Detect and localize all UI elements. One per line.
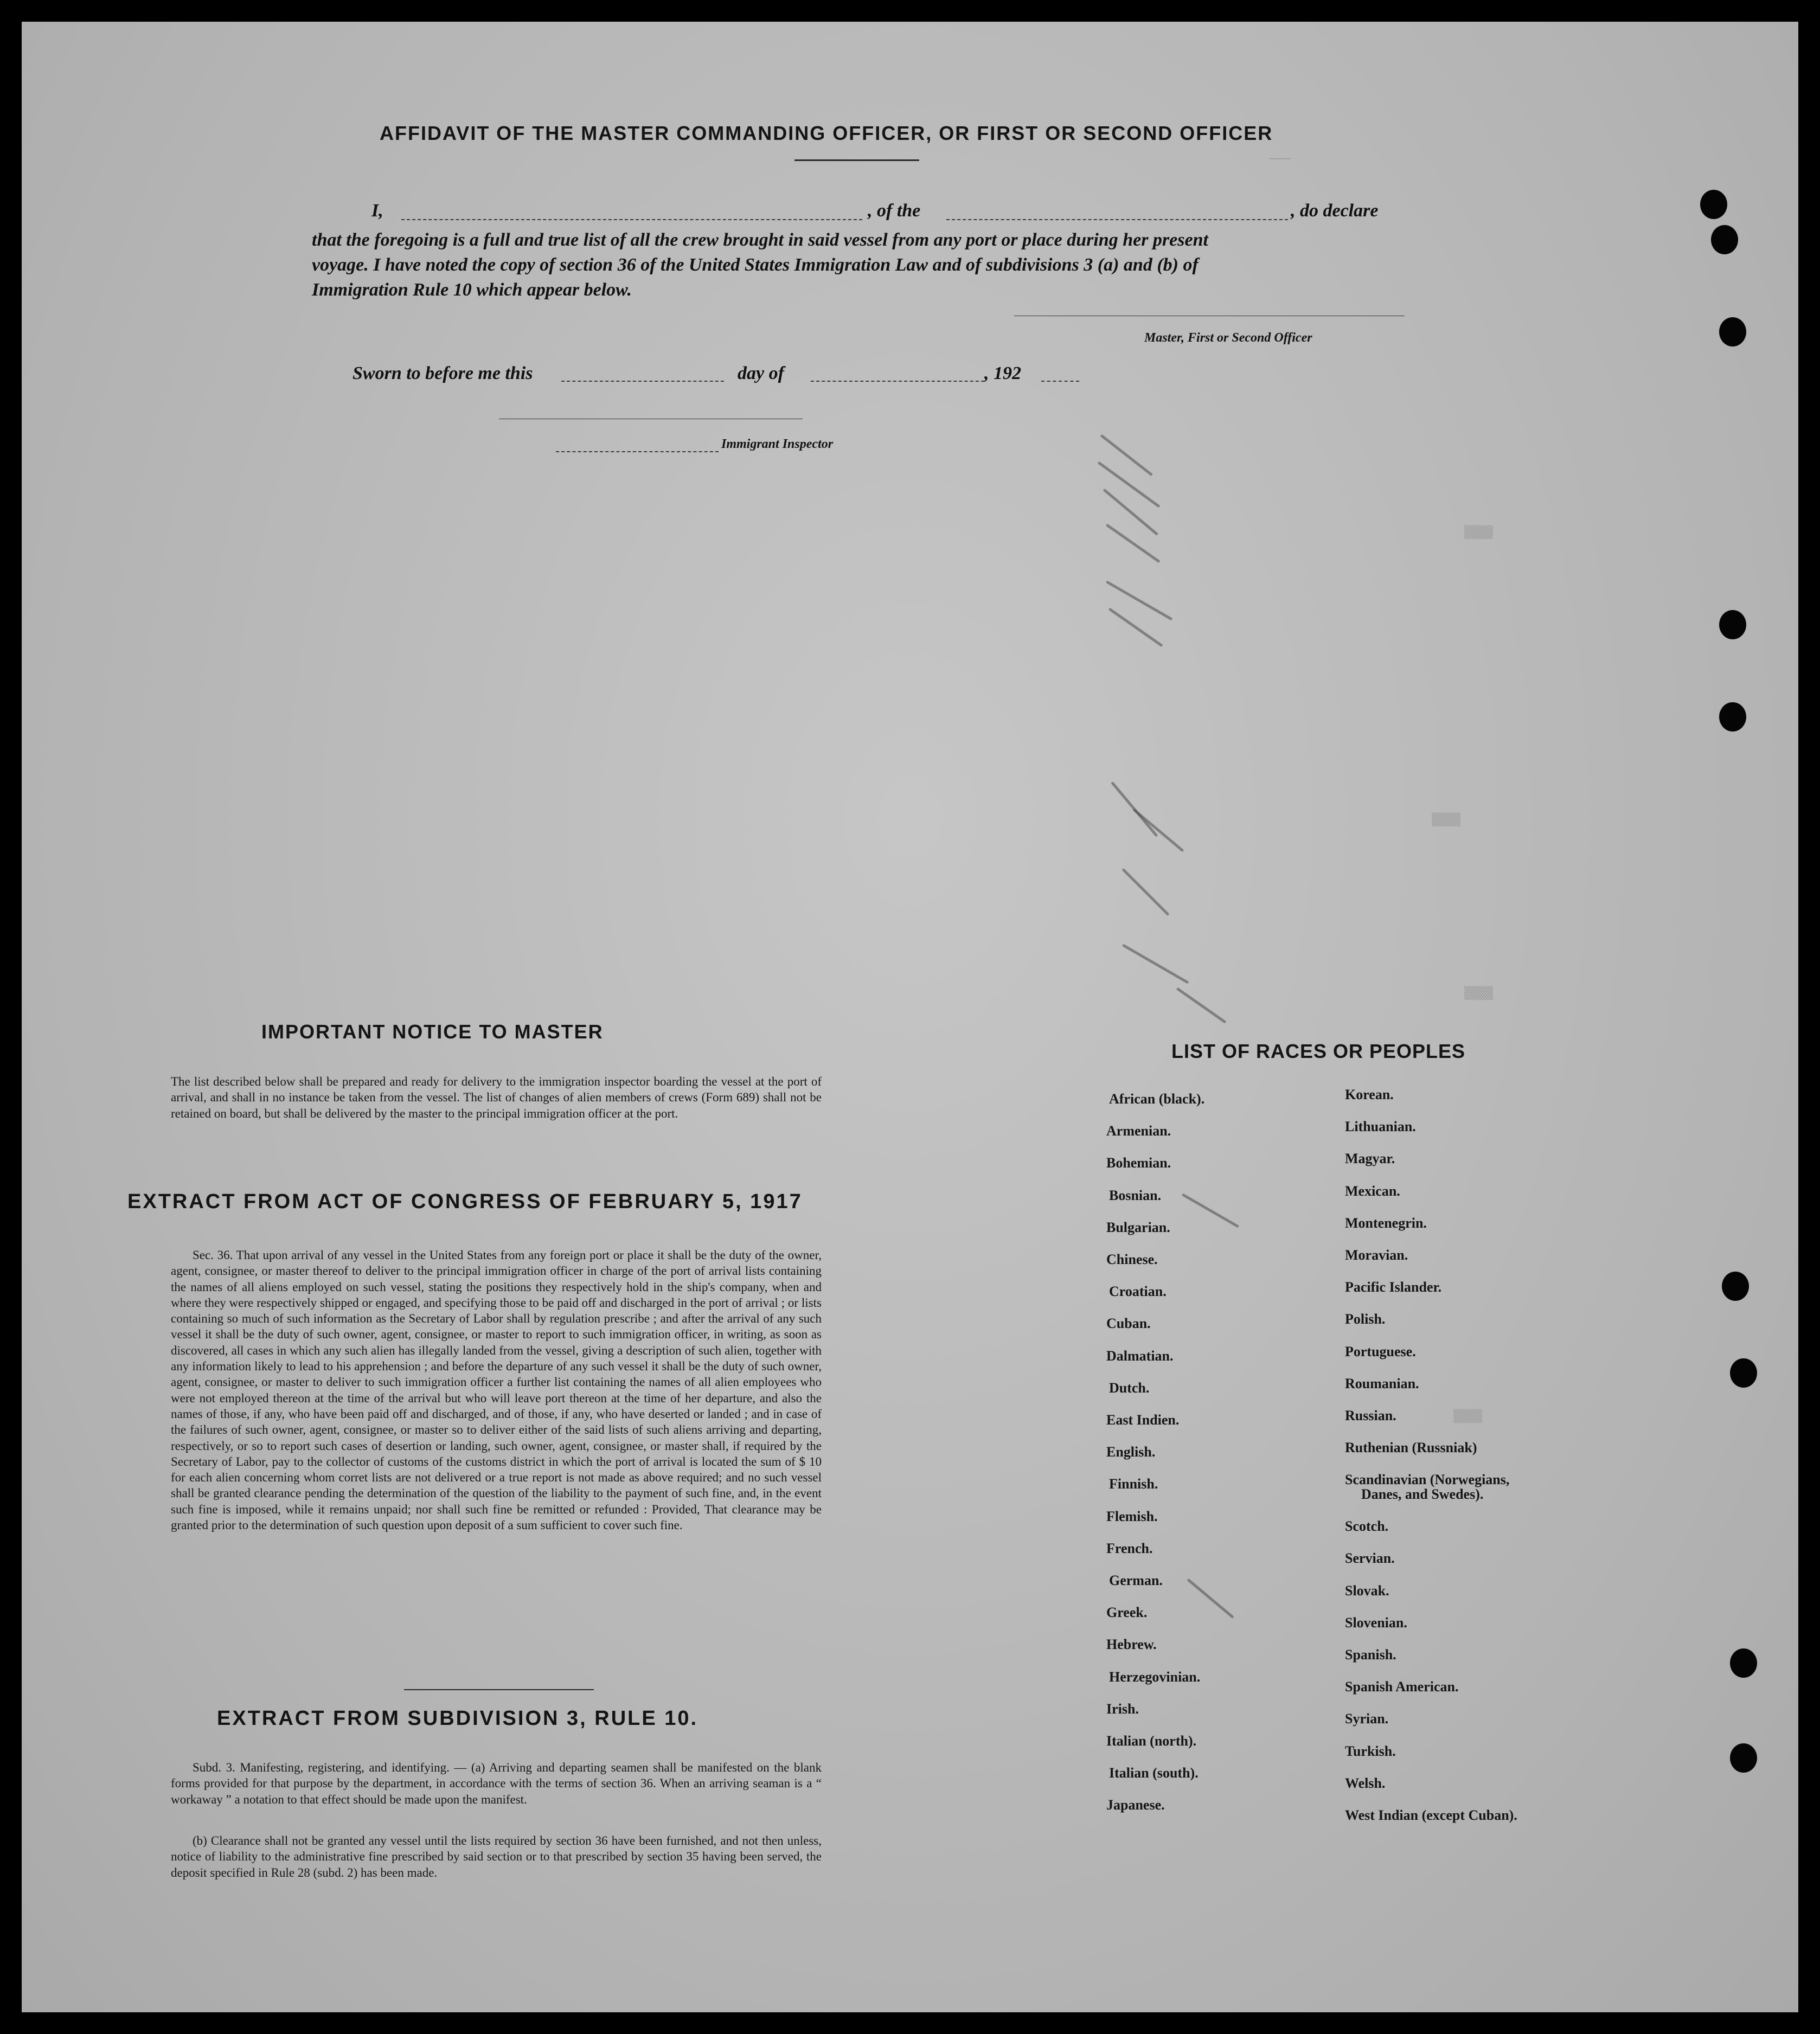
act-extract-title: EXTRACT FROM ACT OF CONGRESS OF FEBRUARY 5, 1917 bbox=[127, 1190, 803, 1213]
punch-hole bbox=[1730, 1648, 1757, 1678]
bleed-through-text: ▒▒▒▒ bbox=[1464, 987, 1493, 1000]
rule-extract-text-b: (b) Clearance shall not be granted any vessel until the lists required by section 36 have been furnished, and not then unless, notice of liability to the administrative fine prescribed by said section or to that prescribed by section 35 having been served, the deposit specified in Rule 28 (subd. 2) has been made. bbox=[171, 1834, 822, 1879]
year-label: , 192 bbox=[984, 363, 1021, 383]
rule-extract-text-a: Subd. 3. Manifesting, registering, and identifying. — (a) Arriving and departing seamen shall be manifested on the blank forms provided for that purpose by the department, in accordance with the terms of section 36. When an arriving seaman is a “ workaway ” a notation to that effect should be made upon the manifest. bbox=[171, 1761, 822, 1806]
race-item: Spanish. bbox=[1345, 1647, 1396, 1663]
signature-label: Master, First or Second Officer bbox=[1144, 331, 1312, 345]
bleed-through-text: ▒▒▒▒ bbox=[1464, 526, 1493, 540]
ink-stroke bbox=[1098, 461, 1161, 508]
bleed-through-text: ▒▒▒▒ bbox=[1432, 813, 1460, 827]
vessel-blank bbox=[946, 218, 1288, 220]
race-item: Cuban. bbox=[1106, 1316, 1151, 1332]
race-item: Syrian. bbox=[1345, 1711, 1389, 1727]
punch-hole bbox=[1730, 1743, 1757, 1773]
punch-hole bbox=[1722, 1272, 1749, 1301]
race-item: Mexican. bbox=[1345, 1183, 1400, 1199]
affidavit-line-2: voyage. I have noted the copy of section 36 of the United States Immigration Law and of subdivisions 3 (a) and (b) of bbox=[312, 255, 1199, 275]
punch-hole bbox=[1730, 1358, 1757, 1388]
race-item: Japanese. bbox=[1106, 1797, 1165, 1813]
race-item: Bosnian. bbox=[1109, 1187, 1162, 1203]
title-underline bbox=[794, 159, 919, 161]
punch-hole bbox=[1719, 610, 1746, 639]
punch-hole bbox=[1711, 225, 1738, 254]
bleed-through-text: ▒▒▒▒ bbox=[1453, 1410, 1482, 1423]
act-extract-text: Sec. 36. That upon arrival of any vessel in the United States from any foreign port or place it shall be the duty of the owner, agent, consignee, or master thereof to deliver to the principal immigration officer in charge of the port of arrival lists containing the names of all aliens employed on such vessel, stating the positions they respectively hold in the ship's company, when and where they were respectively shipped or engaged, and specifying those to be paid off and discharged in the port of arrival ; or lists containing so much of such information as the Secretary of Labor shall by regulation prescribe ; and after the arrival of any such vessel it shall be the duty of such owner, agent, consignee, or master to report to such immigration officer, in writing, as soon as discovered, all cases in which any such alien has illegally landed from the vessel, giving a description of such alien, together with any information likely to lead to his apprehension ; and before the departure of any such vessel it shall be the duty of such owner, agent, consignee, or master to deliver to such immigration officer a further list containing the names of all alien employees who were not employed thereon at the time of the arrival but who will leave port thereon at the time of her departure, and also the names of those, if any, who have been paid off and discharged, and of those, if any, who have deserted or landed ; and in case of the failures of such owner, agent, consignee, or master so to deliver either of the said lists of such aliens arriving and departing, respectively, or so to report such cases of desertion or landing, such owner, agent, consignee, or master shall, if required by the Secretary of Labor, pay to the collector of customs of the customs district in which the port of arrival is located the sum of $ 10 for each alien concerning whom corret lists are not delivered or a true report is not made as above required; and no such vessel shall be granted clearance pending the determination of the question of the liability to the payment of such fine, and, in the event such fine is imposed, while it remains unpaid; nor shall such fine be remitted or refunded : Provided, That clearance may be granted prior to the determination of such question upon deposit of a sum sufficient to cover such fine. bbox=[171, 1248, 822, 1532]
race-item: Portuguese. bbox=[1345, 1343, 1416, 1359]
race-item: Bulgarian. bbox=[1106, 1219, 1170, 1235]
race-item: French. bbox=[1106, 1540, 1153, 1556]
sworn-label: Sworn to before me this bbox=[353, 363, 533, 383]
race-item: Servian. bbox=[1345, 1550, 1395, 1567]
races-title: LIST OF RACES OR PEOPLES bbox=[1171, 1040, 1466, 1062]
punch-hole bbox=[1700, 190, 1727, 219]
ink-stroke bbox=[1182, 1193, 1239, 1228]
race-item: German. bbox=[1109, 1573, 1163, 1588]
race-item: Armenian. bbox=[1106, 1123, 1171, 1139]
inspector-label: Immigrant Inspector bbox=[721, 437, 834, 451]
race-item: Croatian. bbox=[1109, 1284, 1167, 1300]
name-blank bbox=[401, 218, 862, 220]
race-item: Montenegrin. bbox=[1345, 1215, 1427, 1231]
sworn-day-blank bbox=[561, 380, 724, 382]
punch-hole bbox=[1719, 317, 1746, 347]
race-item: English. bbox=[1106, 1444, 1156, 1460]
race-item: Scotch. bbox=[1345, 1518, 1389, 1535]
punch-hole bbox=[1719, 702, 1746, 732]
race-item: Dutch. bbox=[1109, 1379, 1150, 1396]
ink-stroke bbox=[1122, 944, 1189, 984]
race-item: Scandinavian (Norwegians, bbox=[1345, 1472, 1510, 1488]
race-item: Slovak. bbox=[1345, 1582, 1389, 1599]
race-item: Slovenian. bbox=[1345, 1614, 1407, 1631]
race-item: Magyar. bbox=[1345, 1151, 1395, 1167]
ink-stroke bbox=[1108, 607, 1163, 647]
race-item: Moravian. bbox=[1345, 1247, 1408, 1263]
section-divider bbox=[404, 1689, 594, 1690]
inspector-name-blank bbox=[556, 450, 719, 452]
signature-line bbox=[1014, 315, 1405, 316]
ink-stroke bbox=[1132, 809, 1184, 852]
affidavit-title: AFFIDAVIT OF THE MASTER COMMANDING OFFICER, OR FIRST OR SECOND OFFICER bbox=[380, 122, 1273, 144]
race-item: East Indien. bbox=[1106, 1412, 1180, 1428]
day-of-label: day of bbox=[738, 363, 784, 383]
ink-stroke bbox=[1122, 868, 1169, 916]
race-item: Hebrew. bbox=[1106, 1637, 1157, 1653]
race-item: Italian (south). bbox=[1109, 1765, 1199, 1781]
rule-extract-title: EXTRACT FROM SUBDIVISION 3, RULE 10. bbox=[217, 1707, 698, 1730]
affidavit-i: I, bbox=[371, 201, 383, 221]
race-item: Spanish American. bbox=[1345, 1679, 1459, 1695]
race-item: Welsh. bbox=[1345, 1775, 1386, 1791]
document-page bbox=[22, 22, 1798, 2012]
race-item: African (black). bbox=[1109, 1091, 1205, 1107]
race-item: Irish. bbox=[1106, 1701, 1139, 1717]
notice-text: The list described below shall be prepared and ready for delivery to the immigration inspector boarding the vessel at the port of arrival, and shall in no instance be taken from the vessel. The list of changes of alien members of crews (Form 689) shall not be retained on board, but shall be delivered by the master to the principal immigration officer at the port. bbox=[171, 1075, 822, 1120]
affidavit-line-3: Immigration Rule 10 which appear below. bbox=[312, 280, 632, 300]
race-item: Polish. bbox=[1345, 1311, 1386, 1327]
bleed-through-text: ——— bbox=[1269, 152, 1291, 165]
race-item: Russian. bbox=[1345, 1408, 1396, 1423]
ink-stroke bbox=[1187, 1579, 1234, 1619]
race-item: Turkish. bbox=[1345, 1743, 1396, 1759]
race-item: Finnish. bbox=[1109, 1476, 1158, 1492]
race-item: Lithuanian. bbox=[1345, 1119, 1416, 1135]
race-item: Chinese. bbox=[1106, 1252, 1158, 1267]
ink-stroke bbox=[1176, 987, 1227, 1023]
race-item: Flemish. bbox=[1106, 1508, 1158, 1524]
race-item: Herzegovinian. bbox=[1109, 1669, 1201, 1685]
race-item: Danes, and Swedes). bbox=[1361, 1486, 1484, 1503]
race-item: West Indian (except Cuban). bbox=[1345, 1807, 1517, 1824]
affidavit-of-the: , of the bbox=[868, 201, 921, 221]
race-item: Ruthenian (Russniak) bbox=[1345, 1440, 1477, 1456]
year-blank bbox=[1041, 380, 1079, 382]
race-item: Korean. bbox=[1345, 1087, 1394, 1102]
inspector-signature-line bbox=[499, 418, 803, 419]
affidavit-line-1: that the foregoing is a full and true list of all the crew brought in said vessel from any port or place during her present bbox=[312, 230, 1208, 250]
month-blank bbox=[811, 380, 984, 382]
race-item: Bohemian. bbox=[1106, 1155, 1171, 1171]
affidavit-do-declare: , do declare bbox=[1291, 201, 1379, 221]
race-item: Pacific Islander. bbox=[1345, 1279, 1442, 1295]
race-item: Greek. bbox=[1106, 1605, 1148, 1621]
notice-title: IMPORTANT NOTICE TO MASTER bbox=[261, 1021, 604, 1043]
race-item: Italian (north). bbox=[1106, 1733, 1197, 1749]
race-item: Roumanian. bbox=[1345, 1375, 1419, 1391]
race-item: Dalmatian. bbox=[1106, 1348, 1174, 1364]
